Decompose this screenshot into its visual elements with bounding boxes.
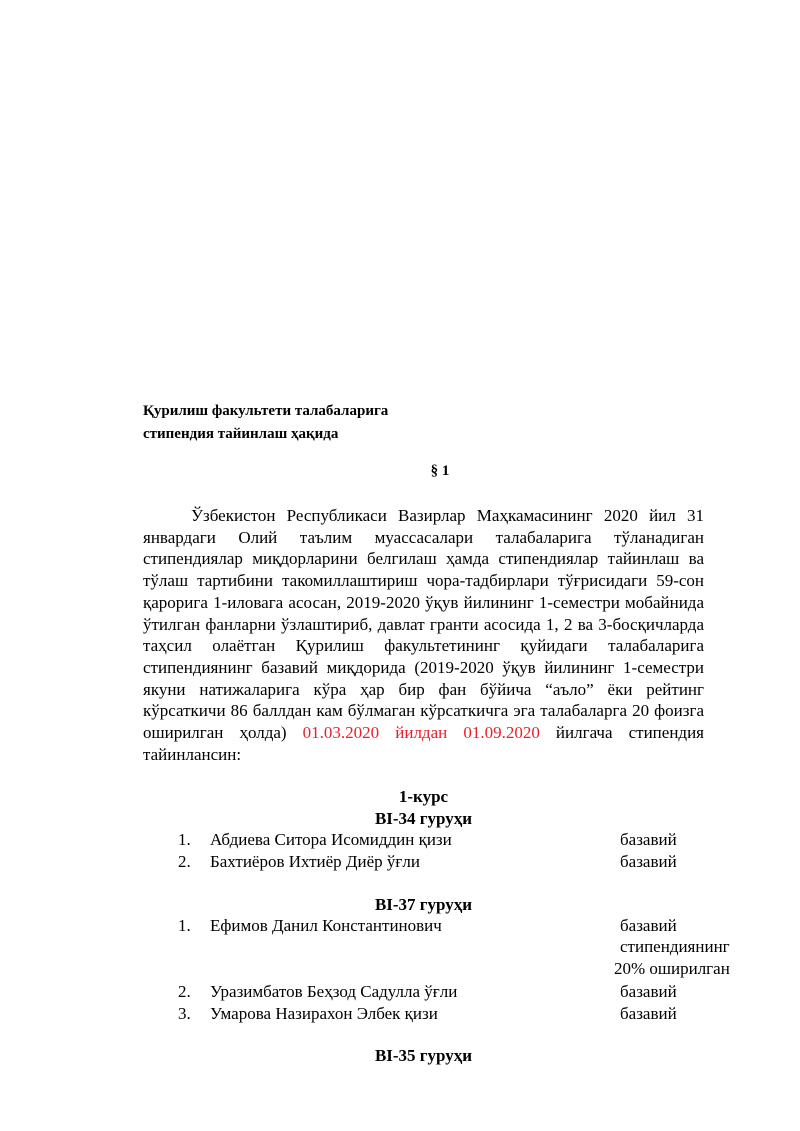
group-heading-bi37: BI-37 гуруҳи <box>374 895 473 914</box>
course-heading: 1-курс <box>398 787 449 806</box>
scholarship-status: базавий <box>620 830 677 849</box>
list-item <box>178 981 758 1003</box>
student-list-bi34 <box>178 829 758 873</box>
list-item <box>178 851 758 873</box>
paragraph-end: йилгача стипендия тайинлансин: <box>143 723 704 764</box>
student-number: 3. <box>178 1004 191 1023</box>
document-title <box>143 400 388 446</box>
student-name: Умарова Назирахон Элбек қизи <box>210 1004 438 1023</box>
main-paragraph <box>143 505 704 765</box>
list-item <box>178 915 758 937</box>
paragraph-text: Ўзбекистон Республикаси Вазирлар Маҳкамасининг 2020 йил 31 январдаги Олий таълим муассасалари талабаларига тўланадиган стипендиялар миқдорларини белгилаш ҳамда стипендиялар тайинлаш ва тўлаш тартибини такомиллаштириш чора-тадбирлари тўғрисидаги 59-сон қарорига 1-иловага асосан, 2019-2020 ўқув йилининг 1-семестри мобайнида ўтилган фанларни ўзлаштириб, давлат гранти асосида 1, 2 ва 3-босқичларда таҳсил олаётган Қурилиш факультетининг қуйидаги талабаларига стипендиянинг базавий миқдорида (2019-2020 ўқув йилининг 1-семестри якуни натижаларига кўра ҳар бир фан бўйича “аъло” ёки рейтинг кўрсаткичи 86 баллдан кам бўлмаган кўрсаткичга эга талабаларга 20 фоизга оширилган ҳолда) <box>143 506 704 743</box>
title-line-2: стипендия тайинлаш ҳақида <box>143 426 339 442</box>
student-list-bi37-cont <box>178 981 758 1025</box>
title-line-1: Қурилиш факультети талабаларига <box>143 403 389 419</box>
group-heading-bi34: BI-34 гуруҳи <box>374 809 473 828</box>
scholarship-status: базавий <box>620 1004 677 1023</box>
student-number: 2. <box>178 982 191 1001</box>
student-number: 1. <box>178 916 191 935</box>
student-name: Ефимов Данил Константинович <box>210 916 442 935</box>
student-name: Бахтиёров Ихтиёр Диёр ўғли <box>210 852 420 871</box>
student-name: Абдиева Ситора Исомиддин қизи <box>210 830 452 849</box>
student-number: 1. <box>178 830 191 849</box>
section-mark: § 1 <box>430 463 450 479</box>
student-number: 2. <box>178 852 191 871</box>
student-list-bi37 <box>178 915 758 937</box>
note-line-1: стипендиянинг <box>620 937 730 956</box>
scholarship-status: базавий <box>620 852 677 871</box>
scholarship-status: базавий <box>620 916 677 935</box>
paragraph-dates: 01.03.2020 йилдан 01.09.2020 <box>302 723 540 743</box>
group-heading-bi35: BI-35 гуруҳи <box>374 1046 473 1065</box>
scholarship-status: базавий <box>620 982 677 1001</box>
list-item <box>178 1003 758 1025</box>
student-name: Уразимбатов Беҳзод Садулла ўғли <box>210 982 458 1001</box>
note-line-2: 20% оширилган <box>614 959 730 978</box>
list-item <box>178 829 758 851</box>
